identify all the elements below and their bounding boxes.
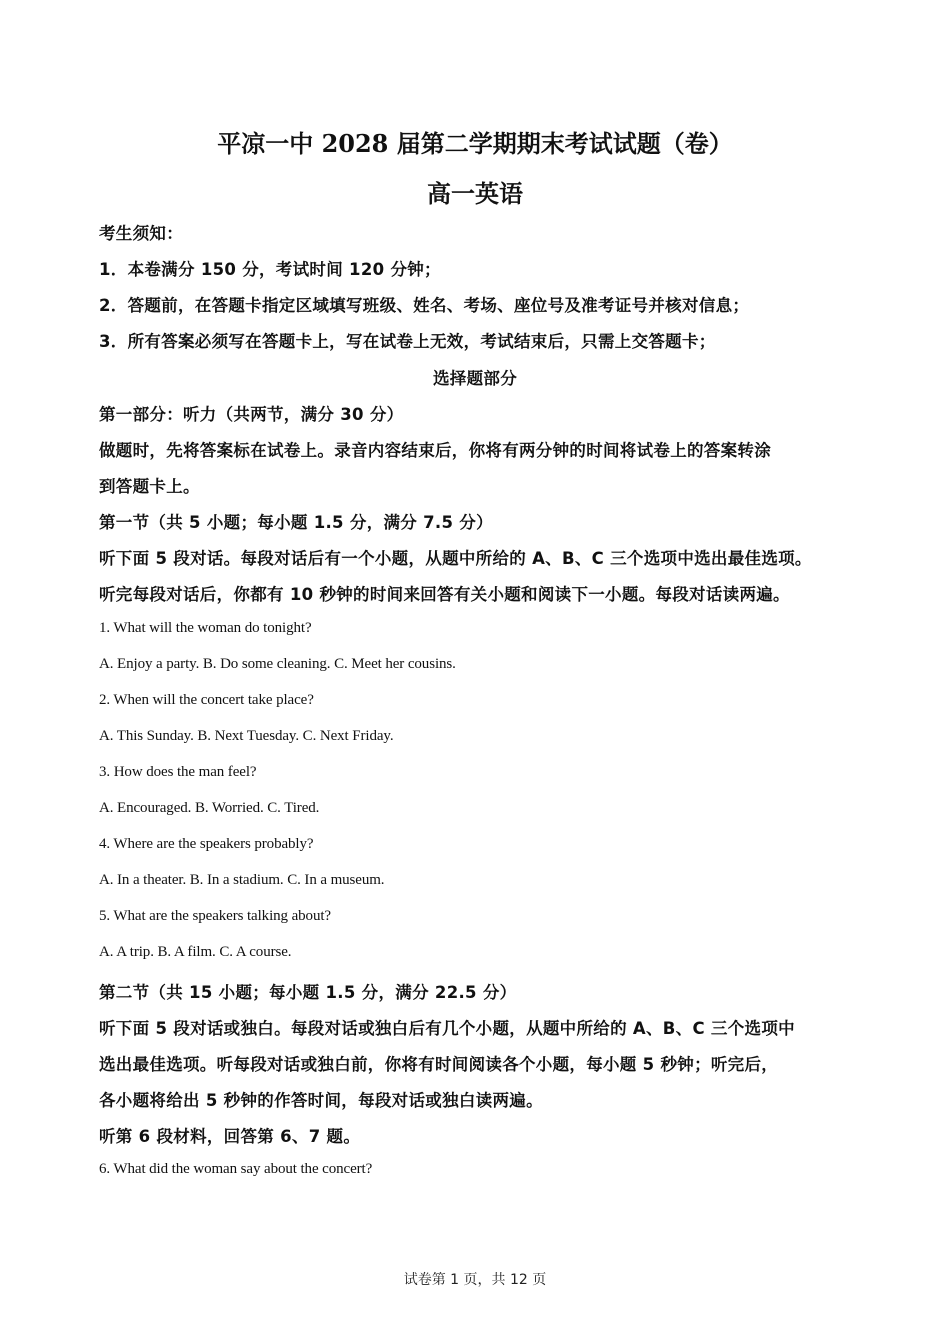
part1-instruction: 到答题卡上。 [99,477,200,496]
question-text: 1. What will the woman do tonight? [99,620,312,636]
part1-heading: 第一部分：听力（共两节，满分 30 分） [99,405,404,424]
section1-instruction: 听下面 5 段对话。每段对话后有一个小题，从题中所给的 A、B、C 三个选项中选出最佳选项。 [99,549,812,568]
section2-instruction: 各小题将给出 5 秒钟的作答时间，每段对话或独白读两遍。 [99,1091,543,1110]
notice-item: 2．答题前，在答题卡指定区域填写班级、姓名、考场、座位号及准考证号并核对信息； [99,296,750,315]
question-text: 4. Where are the speakers probably? [99,836,314,852]
question-text: 3. How does the man feel? [99,764,257,780]
question-options: A. A trip. B. A film. C. A course. [99,944,292,960]
exam-subtitle: 高一英语 [427,179,523,208]
question-options: A. This Sunday. B. Next Tuesday. C. Next Friday. [99,728,394,744]
section2-instruction: 听下面 5 段对话或独白。每段对话或独白后有几个小题，从题中所给的 A、B、C 三个选项中 [99,1019,795,1038]
notice-heading: 考生须知： [99,224,183,243]
part1-instruction: 做题时，先将答案标在试卷上。录音内容结束后，你将有两分钟的时间将试卷上的答案转涂 [99,441,771,460]
question-options: A. In a theater. B. In a stadium. C. In a museum. [99,872,385,888]
section-heading: 选择题部分 [433,369,517,388]
exam-title: 平凉一中 2028 届第二学期期末考试试题（卷） [217,129,733,158]
question-text: 2. When will the concert take place? [99,692,314,708]
page-footer: 试卷第 1 页，共 12 页 [403,1272,547,1288]
section2-instruction: 选出最佳选项。听每段对话或独白前，你将有时间阅读各个小题，每小题 5 秒钟；听完后， [99,1055,779,1074]
question-text: 5. What are the speakers talking about? [99,908,331,924]
material-heading: 听第 6 段材料，回答第 6、7 题。 [99,1127,361,1146]
section2-heading: 第二节（共 15 小题；每小题 1.5 分，满分 22.5 分） [99,983,517,1002]
notice-item: 3．所有答案必须写在答题卡上，写在试卷上无效，考试结束后，只需上交答题卡； [99,332,716,351]
question-options: A. Enjoy a party. B. Do some cleaning. C. Meet her cousins. [99,656,456,672]
question-options: A. Encouraged. B. Worried. C. Tired. [99,800,320,816]
notice-item: 1．本卷满分 150 分，考试时间 120 分钟； [99,260,441,279]
question-text: 6. What did the woman say about the concert? [99,1161,373,1177]
section1-heading: 第一节（共 5 小题；每小题 1.5 分，满分 7.5 分） [99,513,493,532]
section1-instruction: 听完每段对话后，你都有 10 秒钟的时间来回答有关小题和阅读下一小题。每段对话读两遍。 [99,585,790,604]
